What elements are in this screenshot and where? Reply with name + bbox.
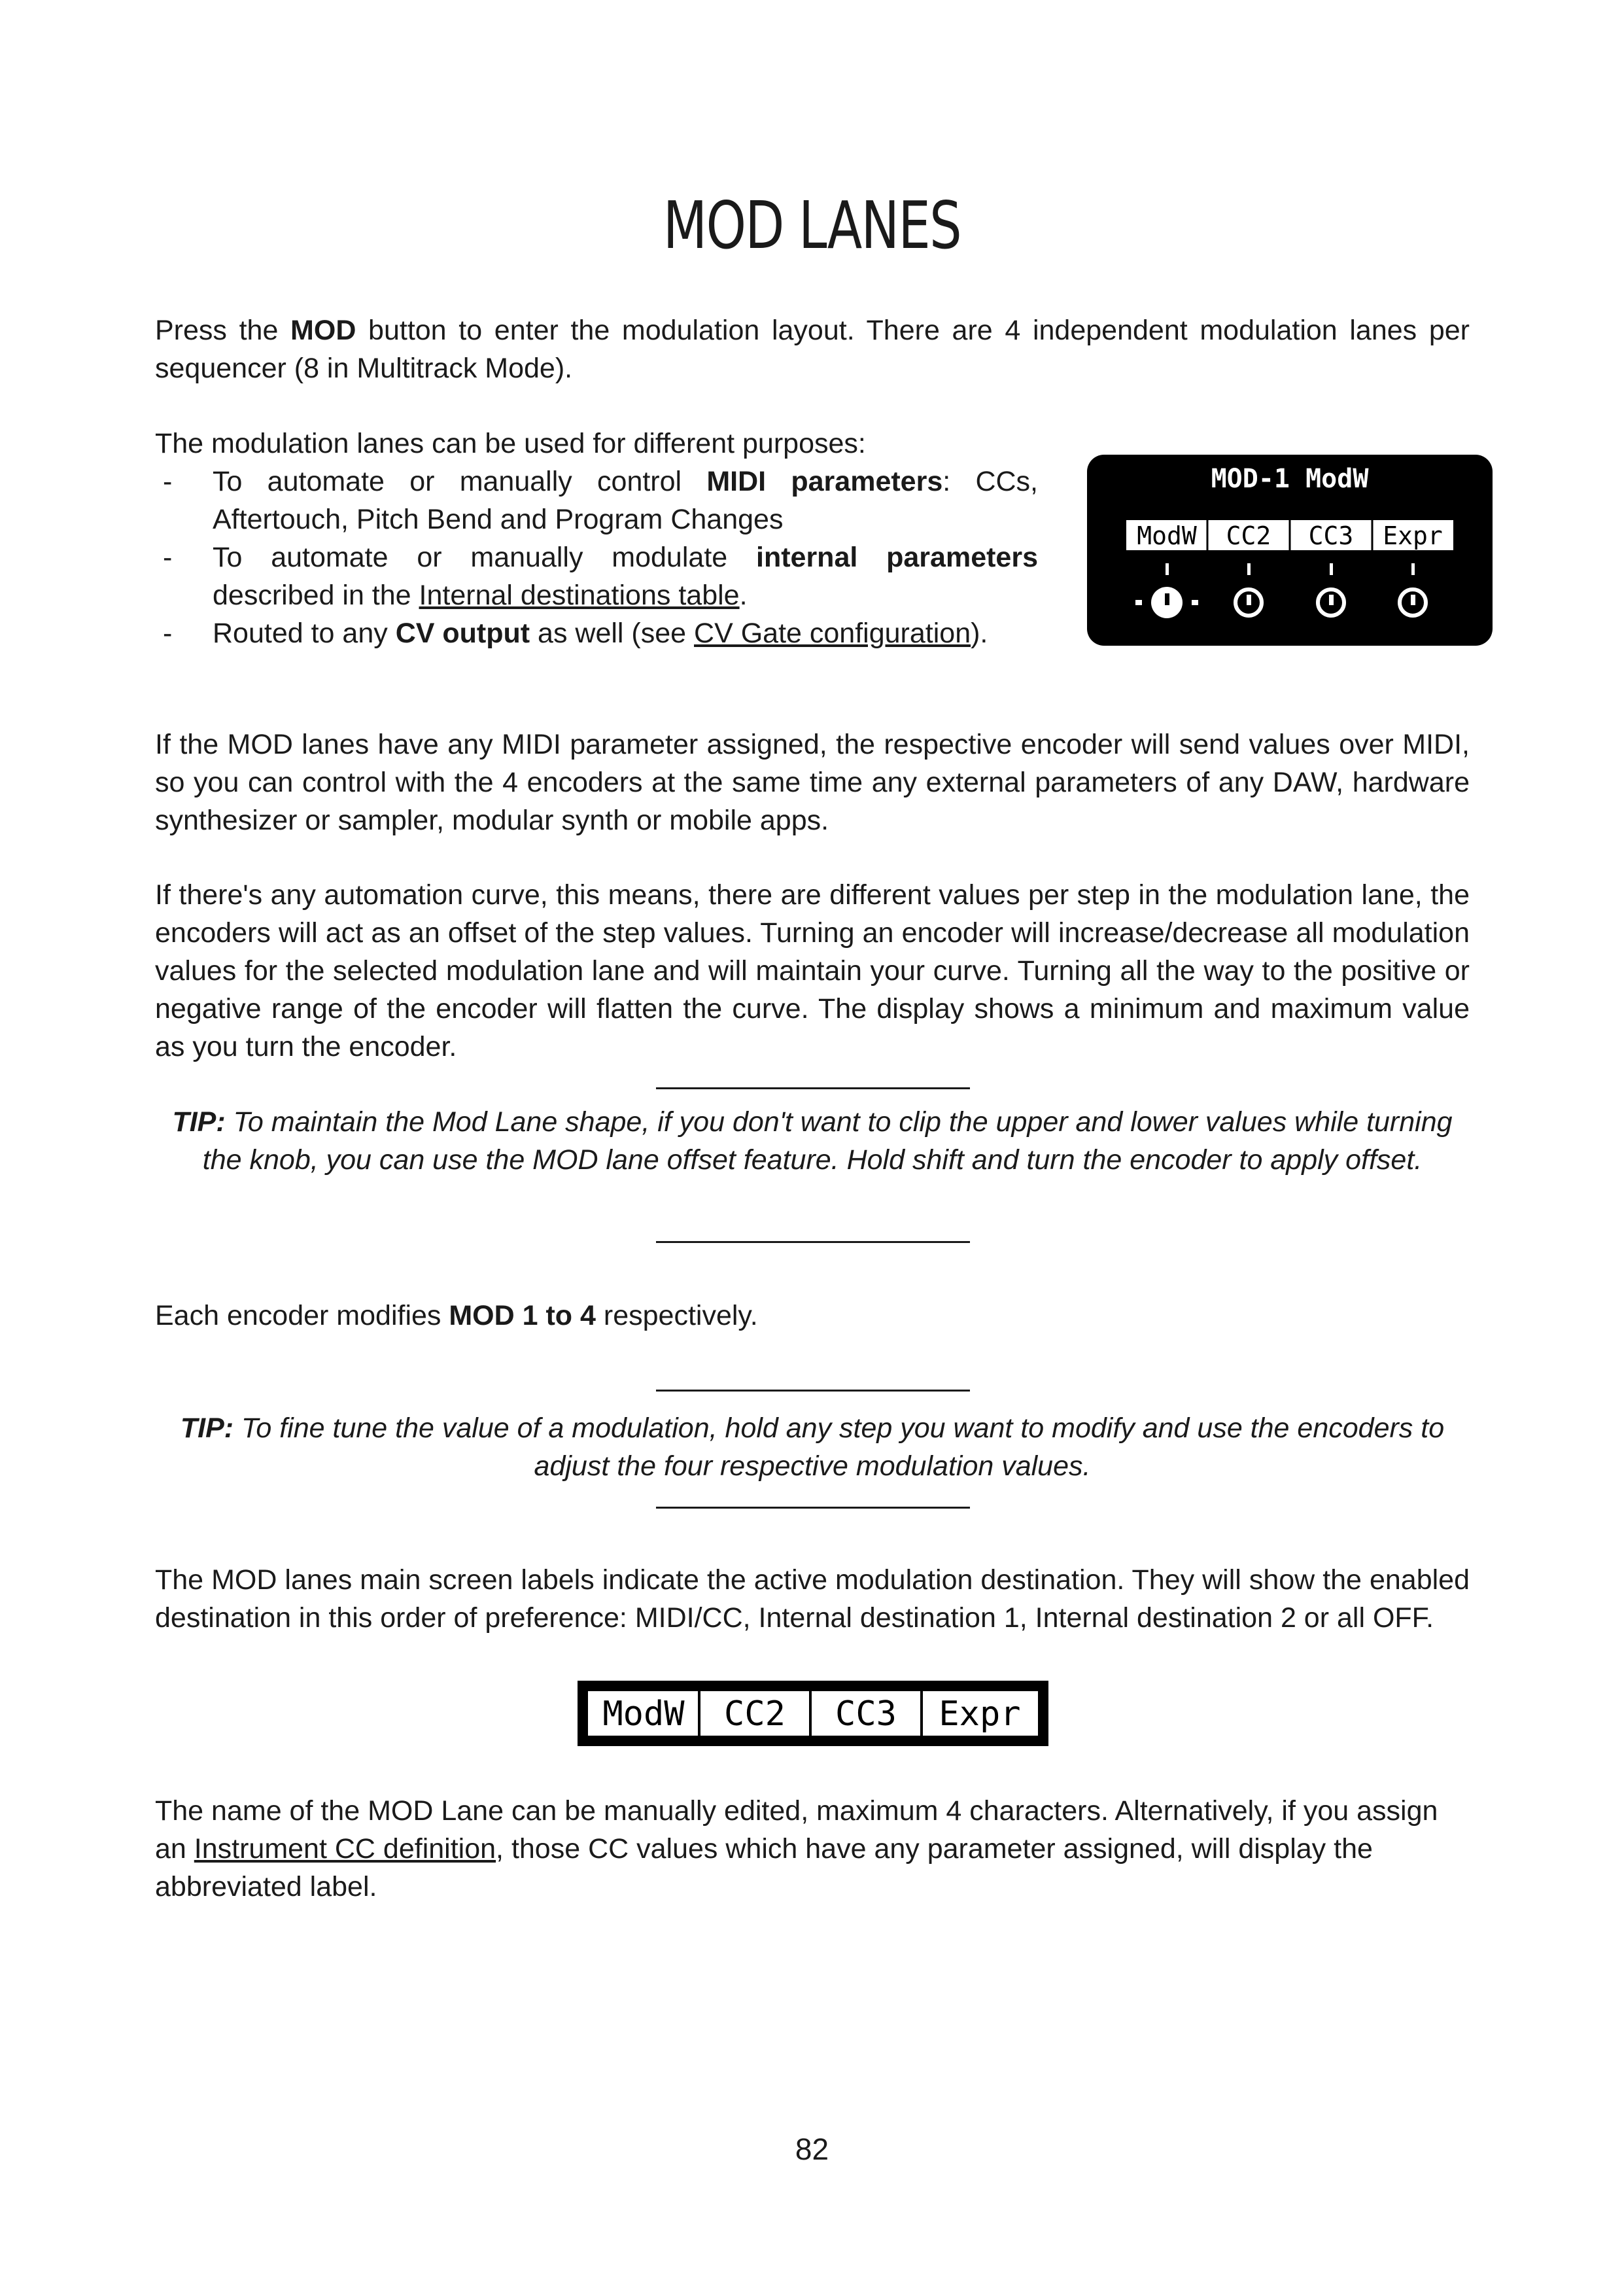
- intro-text-1: Press the: [155, 315, 291, 346]
- page-number: 82: [795, 2132, 829, 2166]
- purposes-lead: The modulation lanes can be used for different purposes:: [155, 428, 866, 459]
- divider: [656, 1507, 970, 1509]
- list-item: [155, 614, 1038, 652]
- tip-label: TIP:: [172, 1106, 226, 1138]
- knob-3-icon: [1318, 589, 1344, 616]
- tick-mark: [1247, 563, 1251, 575]
- internal-destinations-link[interactable]: Internal destinations table: [419, 580, 740, 611]
- strip-label-2: CC2: [724, 1694, 786, 1734]
- list-item-text: described in the: [213, 580, 419, 611]
- divider: [656, 1087, 970, 1089]
- knob-1-icon: [1135, 587, 1198, 618]
- page-title: MOD LANES: [663, 187, 961, 264]
- divider: [656, 1241, 970, 1243]
- midi-parameters-term: MIDI parameters: [706, 466, 943, 497]
- name-text-1: The name of the MOD Lane can be manually edited, maximum 4 characters. Alternatively, if you assign an: [155, 1795, 1438, 1865]
- list-dash: -: [163, 466, 173, 497]
- tip-fine-tune: [155, 1409, 1470, 1485]
- tip-offset: [155, 1103, 1470, 1179]
- tick-mark: [1330, 563, 1333, 575]
- strip-label-3: CC3: [835, 1694, 897, 1734]
- screen-label-4: Expr: [1383, 521, 1443, 550]
- list-item: [155, 538, 1038, 614]
- tick-mark: [1166, 563, 1169, 575]
- list-dash: -: [163, 542, 173, 573]
- list-dash: -: [163, 618, 173, 649]
- mod-screen-display: [1087, 455, 1493, 646]
- cv-output-term: CV output: [395, 618, 530, 649]
- label-strip-svg: [578, 1681, 1048, 1746]
- encoder-paragraph: [155, 1297, 1470, 1335]
- tip-label: TIP:: [180, 1412, 234, 1444]
- list-item-text: : CCs, Aftertouch, Pitch Bend and Program Changes: [213, 466, 1039, 535]
- knob-2-icon: [1235, 589, 1262, 616]
- list-item-text: Routed to any: [213, 618, 396, 649]
- list-item-text: ).: [971, 618, 988, 649]
- tip-text: To fine tune the value of a modulation, hold any step you want to modify and use the encoders to adjust the four respective modulation values.: [233, 1412, 1445, 1482]
- knob-4-icon: [1400, 589, 1426, 616]
- midi-paragraph: If the MOD lanes have any MIDI parameter assigned, the respective encoder will send values over MIDI, so you can control with the 4 encoders at the same time any external parameters of any DAW, hardware synthesizer or sampler, modular synth or mobile apps.: [155, 729, 1470, 836]
- screen-label-1: ModW: [1137, 521, 1197, 550]
- label-strip-display: [578, 1681, 1048, 1746]
- strip-label-4: Expr: [939, 1694, 1021, 1734]
- encoder-text-2: respectively.: [595, 1300, 758, 1331]
- list-item: [155, 463, 1038, 538]
- screen-label-2: CC2: [1226, 521, 1271, 550]
- name-paragraph: [155, 1792, 1470, 1906]
- internal-parameters-term: internal parameters: [756, 542, 1038, 573]
- instrument-cc-definition-link[interactable]: Instrument CC definition: [194, 1833, 496, 1865]
- curve-paragraph: If there's any automation curve, this means, there are different values per step in the modulation lane, the encoders will act as an offset of the step values. Turning an encoder will increase/decrease all modulation values for the selected modulation lane and will maintain your curve. Turning all the way to the positive or negative range of the encoder will flatten the curve. The display shows a minimum and maximum value as you turn the encoder.: [155, 879, 1470, 1062]
- tick-mark: [1411, 563, 1415, 575]
- cv-gate-configuration-link[interactable]: CV Gate configuration: [694, 618, 971, 649]
- purposes-list: [155, 463, 1038, 652]
- mod-range-term: MOD 1 to 4: [449, 1300, 596, 1331]
- list-item-text: To automate or manually modulate: [213, 542, 756, 573]
- labels-paragraph: The MOD lanes main screen labels indicate the active modulation destination. They will show the enabled destination in this order of preference: MIDI/CC, Internal destination 1, Internal destination 2 or all OFF.: [155, 1564, 1470, 1634]
- strip-label-1: ModW: [602, 1694, 685, 1734]
- intro-text-2: button to enter the modulation layout. There are 4 independent modulation lanes per sequencer (8 in Multitrack Mode).: [155, 315, 1470, 384]
- name-text-2: , those CC values which have any parameter assigned, will display the abbreviated label.: [155, 1833, 1373, 1902]
- intro-paragraph: [155, 311, 1470, 387]
- list-item-text: .: [739, 580, 748, 611]
- mod-screen-svg: [1087, 455, 1493, 646]
- mod-button-term: MOD: [290, 315, 356, 346]
- encoder-text-1: Each encoder modifies: [155, 1300, 449, 1331]
- screen-label-3: CC3: [1308, 521, 1354, 550]
- tip-text: To maintain the Mod Lane shape, if you don't want to clip the upper and lower values while turning the knob, you can use the MOD lane offset feature. Hold shift and turn the encoder to apply offset.: [202, 1106, 1453, 1176]
- list-item-text: as well (see: [530, 618, 695, 649]
- divider: [656, 1390, 970, 1392]
- list-item-text: To automate or manually control: [213, 466, 707, 497]
- screen-header: MOD-1 ModW: [1211, 464, 1369, 494]
